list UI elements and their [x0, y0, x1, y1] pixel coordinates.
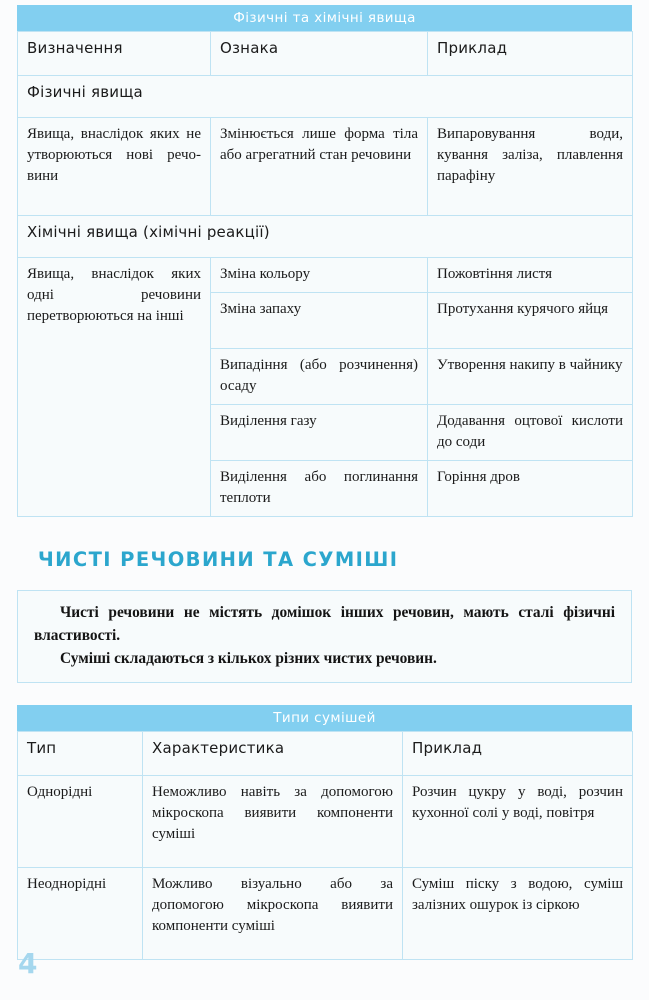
table-row [18, 258, 633, 293]
cell-example: Утворення накипу в чайнику [428, 349, 633, 405]
mixtures-table-block [17, 705, 632, 960]
table-row [18, 868, 633, 960]
mixtures-table-title: Типи сумішей [17, 705, 632, 731]
cell-mixture-characteristic: Неможливо навіть за допомогою мікроскопа виявити компоненти суміші [143, 776, 403, 868]
column-header-type: Тип [18, 732, 143, 776]
section-heading-chemical: Хімічні явища (хімічні реакції) [18, 216, 633, 258]
column-header-sign: Ознака [211, 32, 428, 76]
table-header-row [18, 732, 633, 776]
cell-sign: Випадіння (або розчинення) осаду [211, 349, 428, 405]
cell-definition-chemical: Явища, внаслідок яких одні речовини перетворюються на інші [18, 258, 211, 517]
cell-definition-physical: Явища, внаслідок яких не утворюються нові речовини [18, 118, 211, 216]
cell-example: Додавання оцтової кислоти до соди [428, 405, 633, 461]
cell-sign: Зміна запаху [211, 293, 428, 349]
cell-mixture-example: Розчин цукру у воді, розчин кухонної солі у воді, повітря [403, 776, 633, 868]
cell-sign: Виділення або поглинання теплоти [211, 461, 428, 517]
column-header-example: Приклад [428, 32, 633, 76]
cell-example: Випаровування води, кування заліза, плавлення парафіну [428, 118, 633, 216]
table-row [18, 776, 633, 868]
cell-mixture-example: Суміш піску з водою, суміш залізних ошурок із сіркою [403, 868, 633, 960]
mixtures-table [17, 731, 633, 960]
column-header-characteristic: Характеристика [143, 732, 403, 776]
phenomena-table-title: Фізичні та хімічні явища [17, 5, 632, 31]
cell-example: Пожовтіння листя [428, 258, 633, 293]
column-header-definition: Визначення [18, 32, 211, 76]
cell-mixture-characteristic: Можливо візуально або за допомогою мікроскопа виявити компоненти суміші [143, 868, 403, 960]
section-header-row-physical [18, 76, 633, 118]
callout-paragraph-mixtures: Суміші складаються з кількох різних чистих речовин. [60, 650, 437, 667]
cell-sign: Зміна кольору [211, 258, 428, 293]
column-header-example: Приклад [403, 732, 633, 776]
cell-mixture-type: Однорідні [18, 776, 143, 868]
cell-sign: Змінюється лише форма тіла або агрегатний стан речовини [211, 118, 428, 216]
table-header-row [18, 32, 633, 76]
definition-callout-box [17, 590, 632, 683]
page-number: 4 [18, 947, 38, 980]
cell-example: Протухання курячого яйця [428, 293, 633, 349]
cell-sign: Виділення газу [211, 405, 428, 461]
page-section-heading: ЧИСТІ РЕЧОВИНИ ТА СУМІШІ [38, 548, 399, 571]
cell-mixture-type: Неоднорідні [18, 868, 143, 960]
table-row [18, 118, 633, 216]
cell-example: Горіння дров [428, 461, 633, 517]
phenomena-table-block [17, 5, 632, 517]
phenomena-table [17, 31, 633, 517]
section-heading-physical: Фізичні явища [18, 76, 633, 118]
section-header-row-chemical [18, 216, 633, 258]
callout-paragraph-pure-substances: Чисті речовини не містять домішок інших речовин, мають сталі фізичні властивості. [34, 604, 615, 644]
